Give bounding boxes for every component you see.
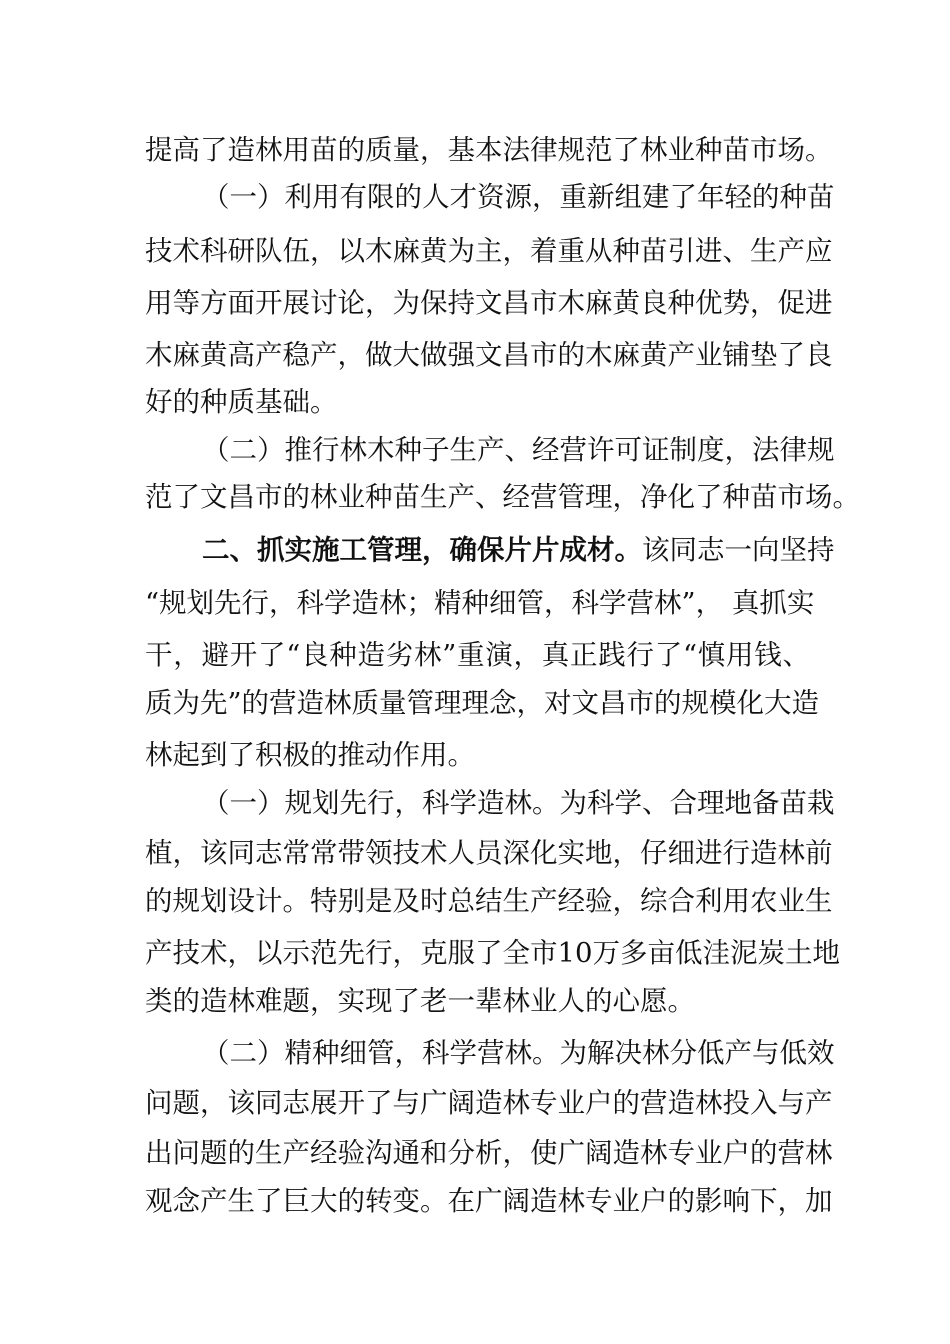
paragraph-line: 林起到了积极的推动作用。	[145, 739, 475, 771]
paragraph-line: 范了文昌市的林业种苗生产、经营管理，净化了种苗市场。	[145, 481, 860, 513]
paragraph-line: 干，避开了“良种造劣林”重演，真正践行了“慎用钱、	[145, 639, 810, 671]
paragraph-line: 产技术，以示范先行，克服了全市10万多亩低洼泥炭土地	[145, 937, 840, 969]
paragraph-line: 类的造林难题，实现了老一辈林业人的心愿。	[145, 985, 695, 1017]
paragraph-line: 技术科研队伍，以木麻黄为主，着重从种苗引进、生产应	[145, 235, 833, 267]
paragraph-line: 用等方面开展讨论，为保持文昌市木麻黄良种优势，促进	[145, 287, 833, 319]
paragraph-line: “规划先行，科学造林；精种细管，科学营林”， 真抓实	[145, 587, 815, 619]
section-heading: 二、抓实施工管理，确保片片成材。	[202, 534, 642, 566]
paragraph-line: （二）精种细管，科学营林。为解决林分低产与低效	[202, 1037, 835, 1069]
paragraph-line: （二）推行林木种子生产、经营许可证制度，法律规	[202, 434, 835, 466]
paragraph-line: （一）利用有限的人才资源，重新组建了年轻的种苗	[202, 181, 835, 213]
paragraph-line: 好的种质基础。	[145, 386, 338, 418]
paragraph-line: 问题，该同志展开了与广阔造林专业户的营造林投入与产	[145, 1087, 833, 1119]
paragraph-line: 出问题的生产经验沟通和分析，使广阔造林专业户的营林	[145, 1137, 833, 1169]
paragraph-line: 质为先”的营造林质量管理理念，对文昌市的规模化大造	[145, 687, 820, 719]
paragraph-line: 的规划设计。特别是及时总结生产经验，综合利用农业生	[145, 885, 833, 917]
paragraph-line: （一）规划先行，科学造林。为科学、合理地备苗栽	[202, 787, 835, 819]
section-heading-line	[202, 530, 835, 570]
paragraph-line: 植，该同志常常带领技术人员深化实地，仔细进行造林前	[145, 837, 833, 869]
heading-continuation: 该同志一向坚持	[642, 534, 835, 566]
paragraph-line: 木麻黄高产稳产，做大做强文昌市的木麻黄产业铺垫了良	[145, 339, 833, 371]
paragraph-line: 观念产生了巨大的转变。在广阔造林专业户的影响下，加	[145, 1185, 833, 1217]
paragraph-line: 提高了造林用苗的质量，基本法律规范了林业种苗市场。	[145, 134, 833, 166]
